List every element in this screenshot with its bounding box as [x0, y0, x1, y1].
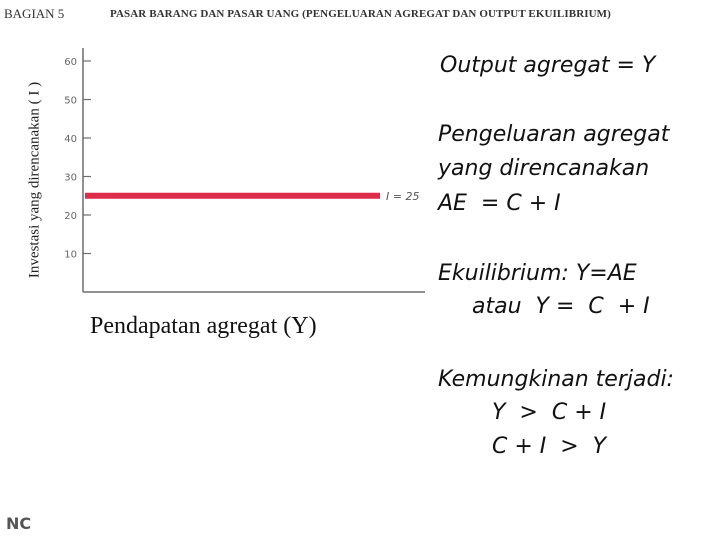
possibility-note-line-3: C + I > Y	[492, 434, 607, 459]
y-ticks	[64, 57, 91, 261]
x-axis-label: Pendapatan agregat (Y)	[90, 313, 317, 339]
ae-note-line-2: yang direncanakan	[438, 156, 650, 181]
output-note: Output agregat = Y	[440, 53, 656, 78]
footer-label: NC	[6, 514, 32, 533]
ae-note-line-1: Pengeluaran agregat	[438, 122, 670, 147]
possibility-note-line-2: Y > C + I	[492, 400, 607, 425]
y-axis-label: Investasi yang direncanakan ( I )	[26, 81, 43, 279]
y-tick-label: 10	[64, 249, 77, 261]
investment-line-label: I = 25	[386, 189, 420, 203]
equilibrium-note-line-2: atau Y = C + I	[472, 294, 650, 319]
slide-title: PASAR BARANG DAN PASAR UANG (PENGELUARAN AGREGAT DAN OUTPUT EKUILIBRIUM)	[110, 8, 611, 20]
ae-note-line-3: AE = C + I	[438, 191, 561, 216]
equilibrium-note-line-1: Ekuilibrium: Y=AE	[438, 261, 637, 286]
y-tick-label: 40	[64, 134, 77, 145]
y-tick-label: 60	[64, 57, 77, 68]
y-tick-label: 20	[64, 211, 77, 222]
y-tick-label: 30	[64, 172, 77, 184]
y-tick-label: 50	[64, 95, 77, 107]
possibility-note-line-1: Kemungkinan terjadi:	[438, 367, 674, 392]
section-label: BAGIAN 5	[4, 6, 65, 21]
